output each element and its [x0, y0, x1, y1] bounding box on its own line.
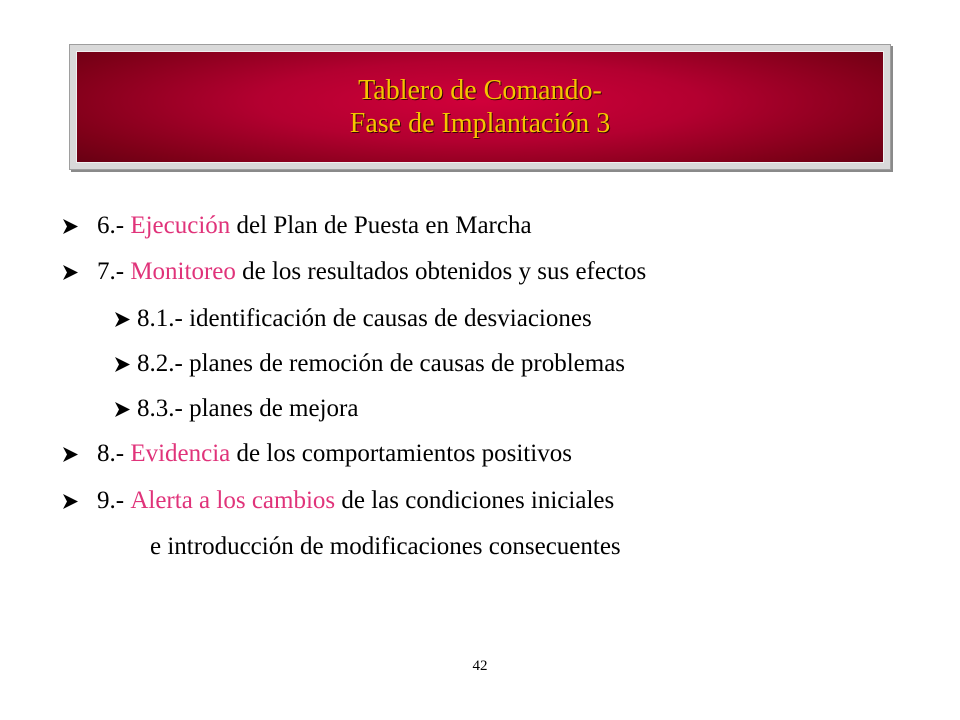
arrow-bullet-icon [114, 311, 131, 328]
bullet-keyword: Monitoreo [130, 258, 236, 285]
arrow-bullet-icon [114, 401, 131, 418]
bullet-text: 8.2.- planes de remoción de causas de problemas [137, 350, 626, 377]
bullet-text: de los resultados obtenidos y sus efectos [235, 258, 647, 285]
bullet-number: 9.- [97, 487, 131, 514]
bullet-keyword: Alerta a los cambios [130, 487, 336, 514]
bullet-keyword: Evidencia [130, 440, 231, 467]
bullet-keyword: Ejecución [130, 212, 231, 239]
bullet-number: 6.- [97, 212, 131, 239]
bullet-item-7 [62, 258, 646, 286]
arrow-bullet-icon [114, 356, 131, 373]
bullet-text: 8.1.- identificación de causas de desviaciones [137, 305, 592, 332]
bullet-item-8 [62, 440, 572, 468]
title-frame [69, 44, 891, 170]
arrow-bullet-icon [62, 493, 79, 510]
arrow-bullet-icon [62, 446, 79, 463]
slide-title-line-2: Fase de Implantación 3 [349, 108, 611, 139]
slide-title-line-1: Tablero de Comando- [358, 75, 602, 106]
bullet-number: 7.- [97, 258, 131, 285]
bullet-continuation [150, 533, 621, 561]
sub-bullet-item-8-1 [114, 305, 592, 333]
sub-bullet-item-8-3 [114, 395, 358, 423]
arrow-bullet-icon [62, 218, 79, 235]
bullet-item-9 [62, 487, 614, 515]
sub-bullet-item-8-2 [114, 350, 625, 378]
bullet-text: de las condiciones iniciales [335, 487, 615, 514]
bullet-text: del Plan de Puesta en Marcha [230, 212, 532, 239]
bullet-item-6 [62, 212, 532, 240]
page-number: 42 [472, 658, 488, 674]
bullet-number: 8.- [97, 440, 131, 467]
continuation-text: e introducción de modificaciones consecuentes [150, 533, 621, 560]
arrow-bullet-icon [62, 264, 79, 281]
title-box [76, 51, 884, 163]
bullet-text: 8.3.- planes de mejora [137, 395, 359, 422]
bullet-text: de los comportamientos positivos [230, 440, 572, 467]
